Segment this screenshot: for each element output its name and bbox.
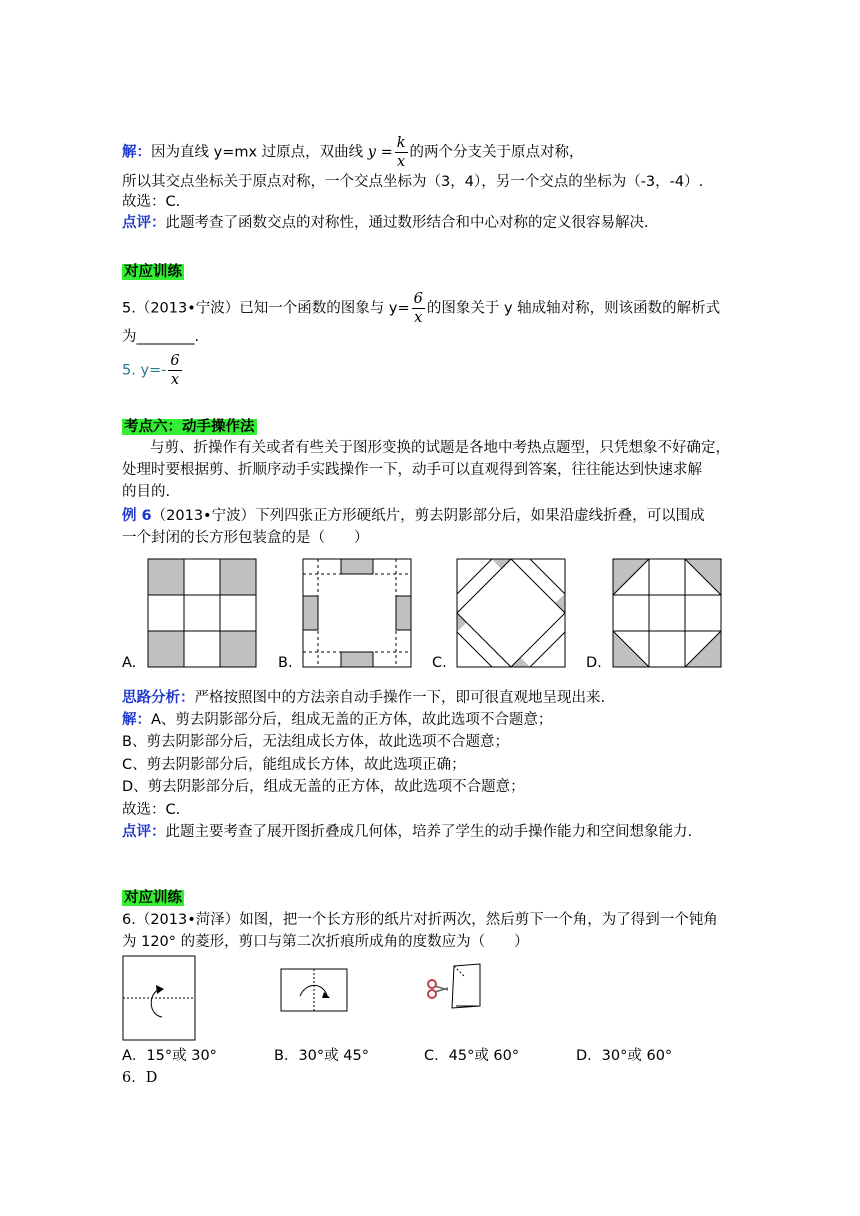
analysis-label: 思路分析： bbox=[122, 690, 195, 706]
solution-line-3: 故选：C. bbox=[122, 194, 181, 210]
comment-label: 点评： bbox=[122, 215, 166, 231]
section6-para-1: 与剪、折操作有关或者有些关于图形变换的试题是各地中考热点题型，只凭想象不好确定， bbox=[150, 440, 730, 456]
figure-b bbox=[302, 558, 412, 668]
fold-figure-1 bbox=[122, 955, 198, 1043]
example-label: 例 6 bbox=[122, 508, 152, 524]
figure-c bbox=[456, 558, 566, 668]
figure-a bbox=[147, 558, 257, 668]
training-heading-1: 对应训练 bbox=[124, 264, 182, 280]
question-5: 5.（2013•宁波）已知一个函数的图象与 y= $\frac{6}{x}$ 的图象关于 y 轴成轴对称，则该函数的解析式 bbox=[122, 291, 721, 326]
solution6-line-d: D、剪去阴影部分后，组成无盖的正方体，故此选项不合题意； bbox=[122, 779, 525, 795]
option-c-label: C. bbox=[432, 655, 447, 671]
solution6-line-b: B、剪去阴影部分后，无法组成长方体，故此选项不合题意； bbox=[122, 734, 509, 750]
comment-line bbox=[122, 213, 649, 233]
comment6-line: 点评：此题主要考查了展开图折叠成几何体，培养了学生的动手操作能力和空间想象能力. bbox=[122, 824, 693, 840]
answer-6: 6．D bbox=[122, 1070, 158, 1086]
solution-text-b: 的两个分支关于原点对称， bbox=[409, 144, 584, 161]
example-6-line-2: 一个封闭的长方形包装盒的是（ ） bbox=[122, 530, 369, 546]
q6-option-d: D．30°或 60° bbox=[576, 1048, 673, 1064]
equation-y: y = bbox=[367, 144, 393, 161]
comment6-label: 点评： bbox=[122, 824, 166, 840]
fold-figure-2 bbox=[280, 968, 348, 1012]
fraction-6-over-x: $\frac{6}{x}$ bbox=[413, 291, 423, 326]
section6-para-3: 的目的. bbox=[122, 484, 171, 500]
option-a-label: A. bbox=[122, 655, 137, 671]
q6-option-c: C．45°或 60° bbox=[424, 1048, 520, 1064]
example-6-line-1: 例 6（2013•宁波）下列四张正方形硬纸片，剪去阴影部分后，如果沿虚线折叠，可以围成 bbox=[122, 508, 705, 524]
section6-para-2: 处理时要根据剪、折顺序动手实践操作一下，动手可以直观得到答案，往往能达到快速求解 bbox=[122, 462, 702, 478]
analysis-line: 思路分析：严格按照图中的方法亲自动手操作一下，即可很直观地呈现出来. bbox=[122, 690, 606, 706]
question-6-line-2: 为 120° 的菱形，剪口与第二次折痕所成角的度数应为（ ） bbox=[122, 934, 529, 950]
answer-fraction: $\frac{6}{x}$ bbox=[170, 353, 180, 388]
solution6-line-a: 解：A、剪去阴影部分后，组成无盖的正方体，故此选项不合题意； bbox=[122, 712, 553, 728]
section-heading-6: 考点六：动手操作法 bbox=[124, 419, 255, 435]
q6-option-a: A．15°或 30° bbox=[122, 1048, 217, 1064]
option-d-label: D. bbox=[586, 655, 602, 671]
question-6-line-1: 6.（2013•菏泽）如图，把一个长方形的纸片对折两次，然后剪下一个角，为了得到一个钝角 bbox=[122, 912, 718, 928]
training-heading-2: 对应训练 bbox=[124, 890, 182, 906]
solution-line-2: 所以其交点坐标关于原点对称，一个交点坐标为（3，4），另一个交点的坐标为（-3，-4）. bbox=[122, 174, 704, 190]
scissors-figure bbox=[424, 962, 484, 1014]
option-b-label: B. bbox=[278, 655, 293, 671]
solution-text-a: 因为直线 y=mx 过原点，双曲线 bbox=[151, 144, 368, 161]
solution-label: 解： bbox=[122, 144, 151, 161]
answer-5: 5. y=- $\frac{6}{x}$ bbox=[122, 353, 180, 388]
solution-line-1 bbox=[122, 134, 584, 171]
fraction-k-over-x: $\frac{k}{x}$ bbox=[396, 135, 406, 170]
comment-text: 此题考查了函数交点的对称性，通过数形结合和中心对称的定义很容易解决. bbox=[165, 215, 649, 231]
figure-d bbox=[612, 558, 722, 668]
solution6-end: 故选：C. bbox=[122, 802, 181, 818]
q6-option-b: B．30°或 45° bbox=[274, 1048, 369, 1064]
question-5-line-2: 为________. bbox=[122, 329, 200, 345]
solution6-line-c: C、剪去阴影部分后，能组成长方体，故此选项正确； bbox=[122, 757, 466, 773]
solution6-label: 解： bbox=[122, 712, 151, 728]
